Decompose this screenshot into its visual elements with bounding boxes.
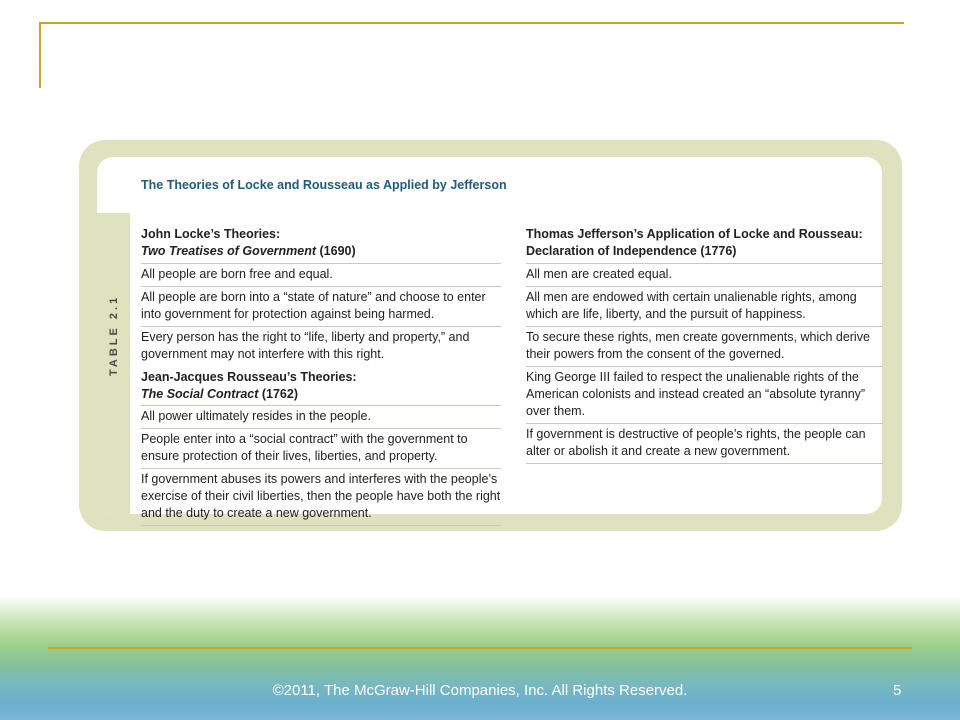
table-row: If government abuses its powers and interferes with the people’s exercise of their civil liberties, then the people have both the right and the duty to create a new government. — [141, 468, 501, 526]
locke-rousseau-column — [141, 226, 501, 526]
table-title: The Theories of Locke and Rousseau as Applied by Jefferson — [141, 178, 507, 192]
table-row: To secure these rights, men create governments, which derive their powers from the consent of the governed. — [526, 326, 883, 366]
footer-background — [0, 596, 960, 720]
rousseau-work-year: (1762) — [258, 387, 298, 401]
rousseau-heading-line2 — [141, 386, 501, 403]
table-row: People enter into a “social contract” with the government to ensure protection of their lives, liberties, and property. — [141, 428, 501, 468]
locke-work-title: Two Treatises of Government — [141, 244, 317, 258]
table-row: All power ultimately resides in the people. — [141, 405, 501, 428]
locke-heading — [141, 226, 501, 260]
jefferson-heading-line1: Thomas Jefferson’s Application of Locke and Rousseau: — [526, 227, 863, 241]
table-row: All people are born free and equal. — [141, 263, 501, 286]
rousseau-heading — [141, 366, 501, 405]
locke-heading-line1: John Locke’s Theories: — [141, 227, 281, 241]
copyright-text: ©2011, The McGraw-Hill Companies, Inc. All Rights Reserved. — [272, 682, 688, 699]
jefferson-column — [526, 226, 883, 464]
footer-rule — [48, 647, 912, 649]
table-row: All men are created equal. — [526, 263, 883, 286]
locke-work-year: (1690) — [316, 244, 356, 258]
jefferson-heading — [526, 226, 883, 260]
table-row: Every person has the right to “life, liberty and property,” and government may not interfere with this right. — [141, 326, 501, 366]
jefferson-heading-line2: Declaration of Independence (1776) — [526, 244, 737, 258]
rousseau-work-title: The Social Contract — [141, 387, 259, 401]
top-rule — [39, 22, 904, 24]
table-label: TABLE 2.1 — [108, 294, 120, 376]
table-row: All people are born into a “state of nature” and choose to enter into government for protection against being harmed. — [141, 286, 501, 326]
table-row: If government is destructive of people’s rights, the people can alter or abolish it and create a new government. — [526, 423, 883, 464]
left-rule — [39, 22, 41, 88]
table-row: King George III failed to respect the unalienable rights of the American colonists and instead created an “absolute tyranny” over them. — [526, 366, 883, 423]
rousseau-heading-line1: Jean-Jacques Rousseau’s Theories: — [141, 370, 357, 384]
locke-heading-line2 — [141, 243, 501, 260]
page-number: 5 — [893, 682, 902, 699]
table-row: All men are endowed with certain unalienable rights, among which are life, liberty, and the pursuit of happiness. — [526, 286, 883, 326]
